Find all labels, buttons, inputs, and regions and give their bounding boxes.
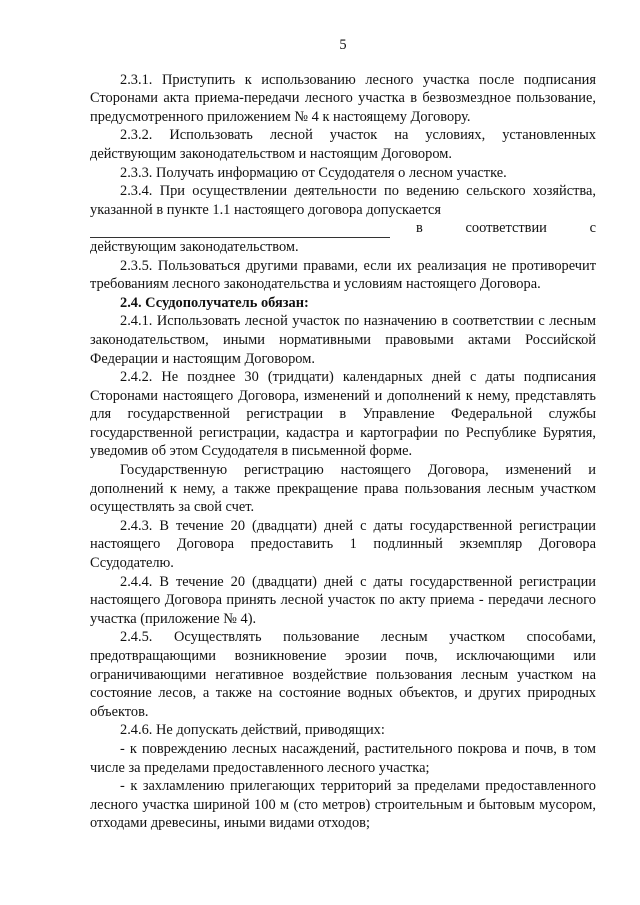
clause-2-3-1: 2.3.1. Приступить к использованию лесного участка после подписания Сторонами акта приема-передачи лесного участка в безвозмездное пользование, предусмотренного приложением № 4 к настоящему Договору.: [90, 71, 596, 125]
clause-2-4-6-item-b: - к захламлению прилегающих территорий за пределами предоставленного лесного участка шириной 100 м (сто метров) строительным и бытовым мусором, отходами древесины, иными видами отходов;: [90, 778, 596, 832]
section-heading-2-4: 2.4. Ссудополучатель обязан:: [120, 294, 309, 311]
clause-2-3-4-blank-row: [90, 219, 596, 238]
clause-2-3-4-continuation: [416, 219, 596, 238]
page-number: 5: [339, 37, 347, 53]
word-sootvetstvii: соответствии: [465, 220, 547, 237]
clause-2-3-4: 2.3.4. При осуществлении деятельности по ведению сельского хозяйства, указанной в пункте 1.1 настоящего договора допускается: [90, 183, 596, 218]
clause-2-3-3: 2.3.3. Получать информацию от Ссудодателя о лесном участке.: [120, 164, 507, 181]
clause-2-4-2: 2.4.2. Не позднее 30 (тридцати) календарных дней с даты подписания Сторонами настоящего Договора, изменений и дополнений к нему, представлять для государственной регистрации в Управление Федеральной службы государственной регистрации, кадастра и картографии по Республике Бурятия, уведомив об этом Ссудодателя в письменной форме.: [90, 369, 596, 460]
clause-2-4-6: 2.4.6. Не допускать действий, приводящих:: [120, 722, 385, 739]
clause-2-4-3: 2.4.3. В течение 20 (двадцати) дней с даты государственной регистрации настоящего Договора предоставить 1 подлинный экземпляр Договора Ссудодателю.: [90, 517, 596, 572]
word-s: с: [589, 220, 596, 237]
blank-fill-line: [90, 225, 390, 238]
clause-2-4-1: 2.4.1. Использовать лесной участок по назначению в соответствии с лесным законодательством, иными нормативными правовыми актами Российской Федерации и настоящим Договором.: [90, 313, 596, 367]
clause-2-4-6-item-a: - к повреждению лесных насаждений, растительного покрова и почв, в том числе за пределами предоставленного лесного участка;: [90, 740, 596, 776]
clause-2-4-5: 2.4.5. Осуществлять пользование лесным участком способами, предотвращающими возникновение эрозии почв, исключающими или ограничивающими негативное воздействие пользования лесным участком на состояние лесов, а также на состояние водных объектов, и других природных объектов.: [90, 629, 596, 720]
clause-2-3-4-end: действующим законодательством.: [90, 238, 299, 255]
clause-2-4-4: 2.4.4. В течение 20 (двадцати) дней с даты государственной регистрации настоящего Договора принять лесной участок по акту приема - передачи лесного участка (приложение № 4).: [90, 573, 596, 627]
clause-2-3-5: 2.3.5. Пользоваться другими правами, если их реализация не противоречит требованиям лесного законодательства и условиям настоящего Договора.: [90, 257, 596, 293]
document-page: [90, 36, 596, 833]
word-v: в: [416, 220, 423, 237]
clause-2-3-2: 2.3.2. Использовать лесной участок на условиях, установленных действующим законодательством и настоящим Договором.: [90, 127, 596, 162]
clause-2-4-2-registration: Государственную регистрацию настоящего Договора, изменений и дополнений к нему, а также прекращение права пользования лесным участком осуществлять за свой счет.: [90, 462, 596, 516]
